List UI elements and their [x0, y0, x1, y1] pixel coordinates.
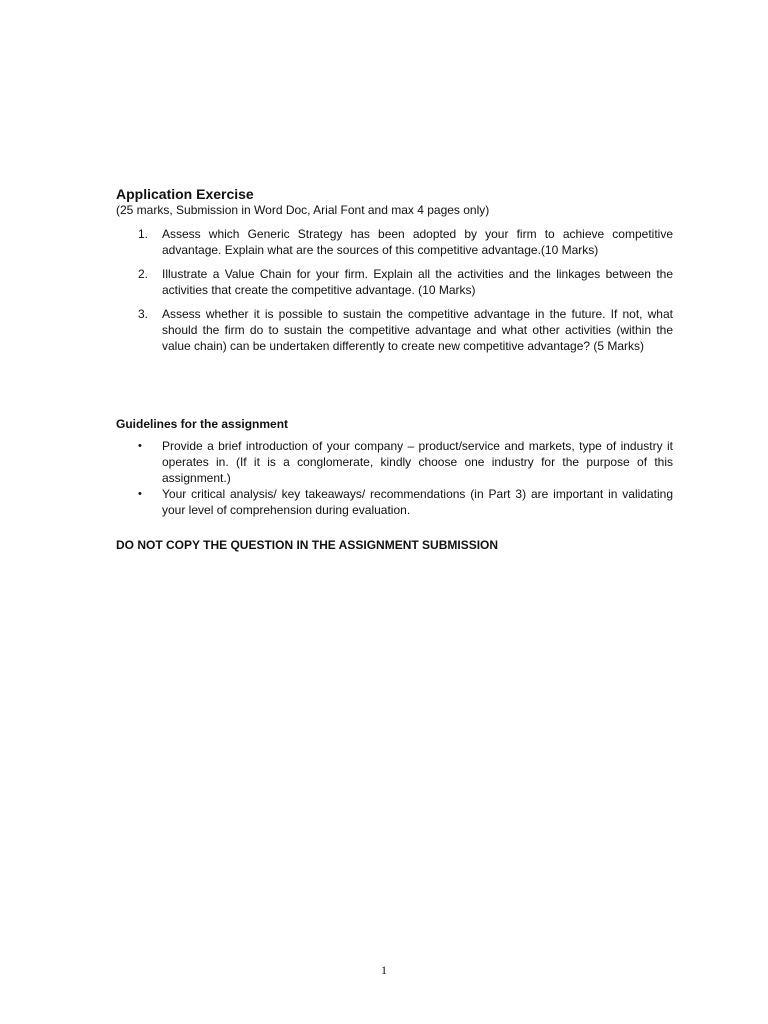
question-number: 2.: [138, 267, 149, 281]
question-text: Assess which Generic Strategy has been adopted by your firm to achieve competitive advantage. Explain what are the sources of this competitive advantage.(10 Marks): [162, 227, 673, 257]
question-item: [116, 226, 673, 258]
guidelines-list: [116, 438, 673, 518]
question-number: 1.: [138, 227, 149, 241]
question-item: [116, 266, 673, 298]
question-item: [116, 306, 673, 354]
bullet-icon: •: [138, 488, 142, 500]
bullet-icon: •: [138, 440, 142, 452]
question-list: [116, 226, 673, 362]
question-text: Illustrate a Value Chain for your firm. Explain all the activities and the linkages between the activities that create the competitive advantage. (10 Marks): [162, 267, 673, 297]
guideline-text: Provide a brief introduction of your company – product/service and markets, type of industry it operates in. (If it is a conglomerate, kindly choose one industry for the purpose of this assignment.): [162, 439, 673, 485]
question-number: 3.: [138, 307, 149, 321]
guideline-item: [116, 438, 673, 486]
question-text: Assess whether it is possible to sustain the competitive advantage in the future. If not, what should the firm do to sustain the competitive advantage and what other activities (within the value chain) can be undertaken differently to create new competitive advantage? (5 Marks): [162, 307, 673, 353]
guideline-text: Your critical analysis/ key takeaways/ recommendations (in Part 3) are important in validating your level of comprehension during evaluation.: [162, 487, 673, 517]
page-number: 1: [381, 963, 387, 977]
guideline-item: [116, 486, 673, 518]
guidelines-heading: Guidelines for the assignment: [116, 417, 289, 431]
submission-warning: DO NOT COPY THE QUESTION IN THE ASSIGNMENT SUBMISSION: [116, 538, 499, 552]
document-subtitle: (25 marks, Submission in Word Doc, Arial Font and max 4 pages only): [116, 203, 490, 217]
document-title: Application Exercise: [116, 186, 254, 202]
